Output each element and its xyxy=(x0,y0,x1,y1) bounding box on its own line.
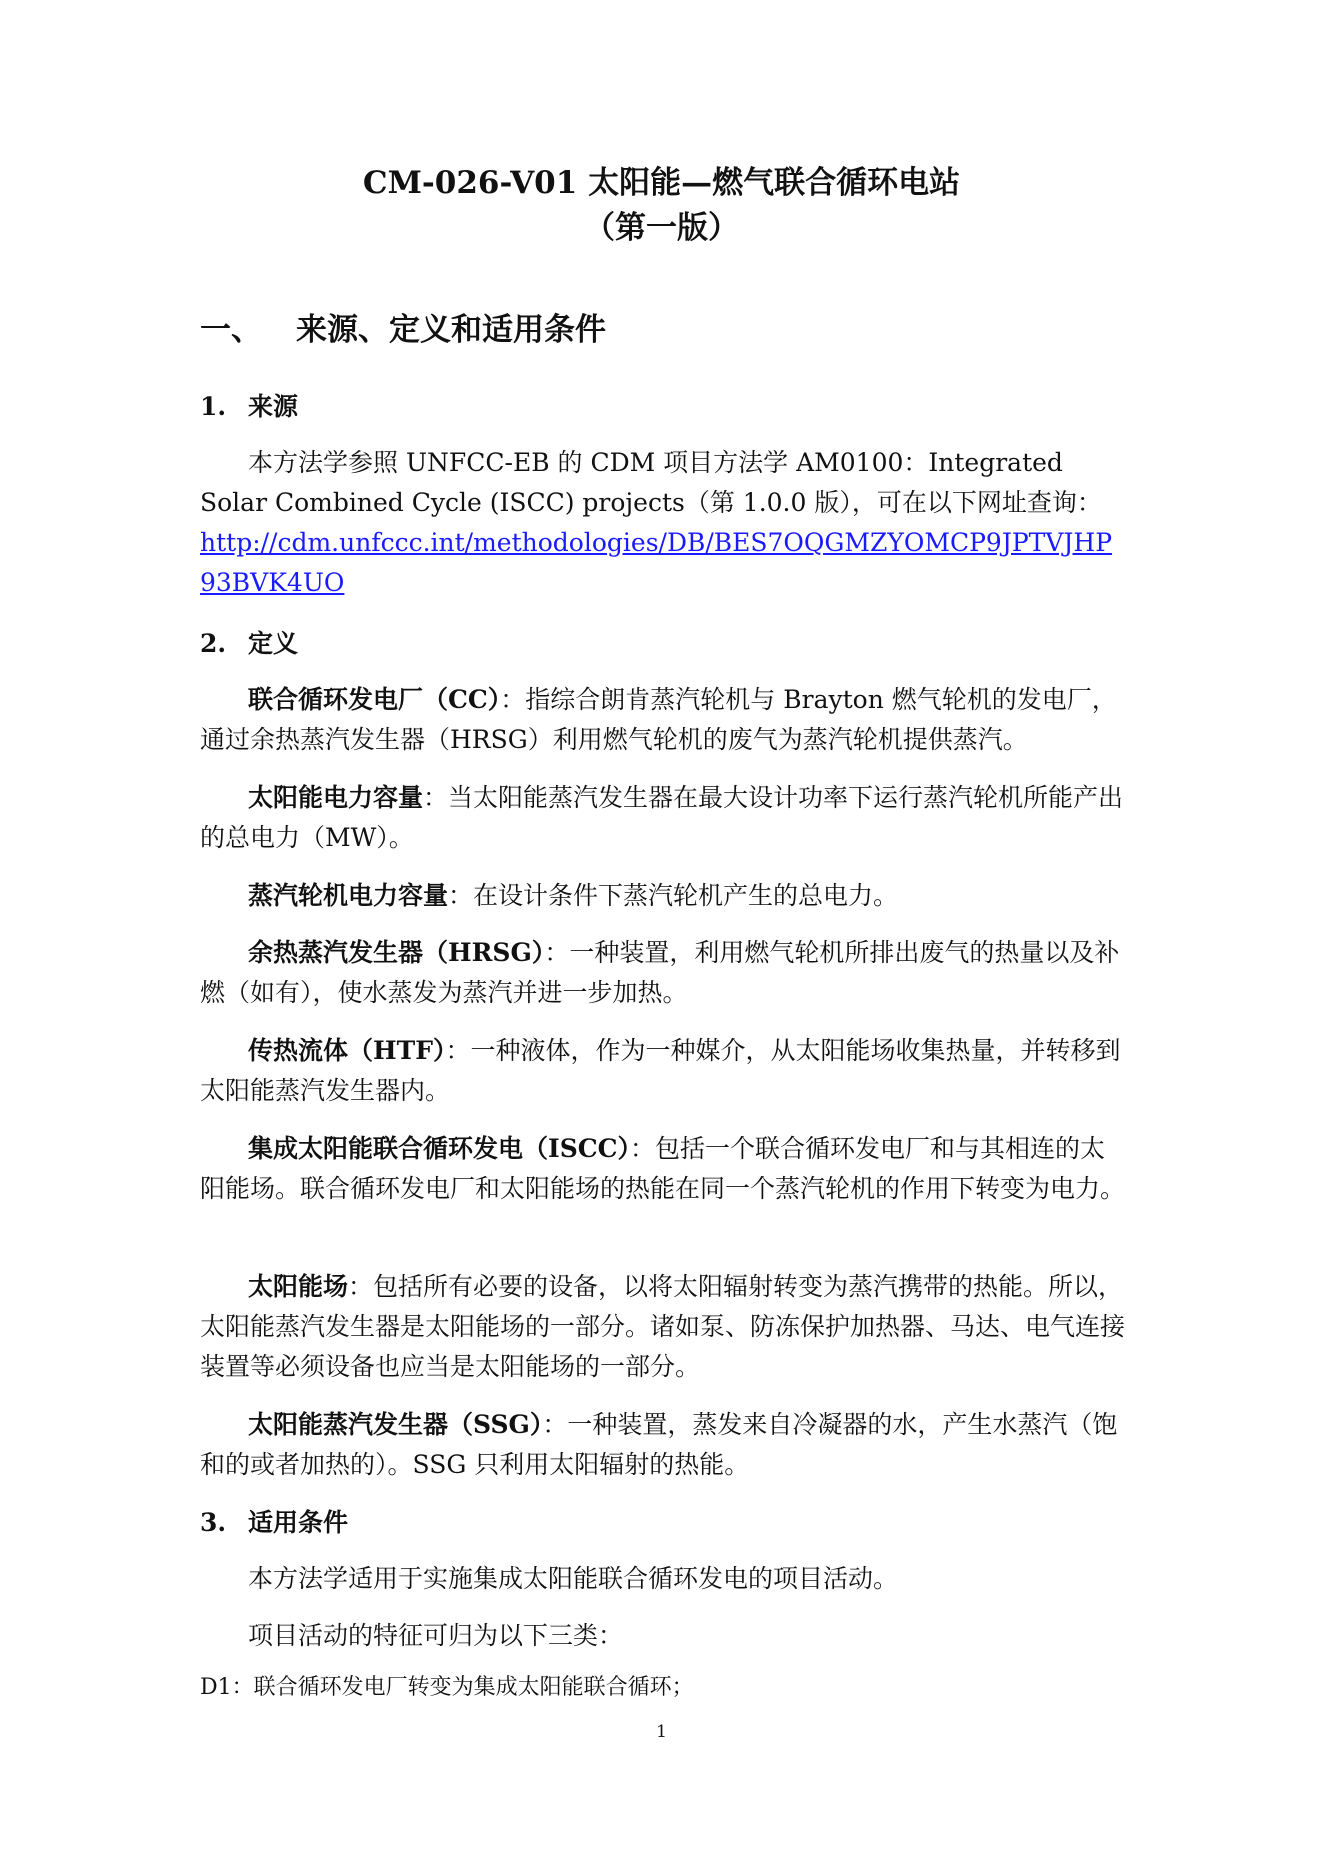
definition-term: 余热蒸汽发生器（HRSG） xyxy=(248,938,545,967)
subsection-heading-applicability xyxy=(200,1506,348,1540)
definition-term: 太阳能电力容量 xyxy=(248,783,424,812)
definition-term: 传热流体（HTF） xyxy=(248,1036,446,1065)
definition-paragraph xyxy=(200,1405,1125,1485)
definition-paragraph xyxy=(200,1129,1125,1209)
definition-term: 联合循环发电厂（CC） xyxy=(248,685,501,714)
definition-text: ：当太阳能蒸汽发生器在最大设计功率下运行蒸汽轮机所能产出的总电力（MW）。 xyxy=(200,783,1124,852)
document-title: CM-026-V01 太阳能—燃气联合循环电站 xyxy=(362,165,961,201)
section-title: 来源、定义和适用条件 xyxy=(296,312,606,348)
applicability-paragraph: 本方法学适用于实施集成太阳能联合循环发电的项目活动。 xyxy=(248,1564,899,1593)
page-number: 1 xyxy=(656,1722,667,1742)
section-number: 一、 xyxy=(200,312,262,348)
subsection-title: 定义 xyxy=(248,629,299,658)
source-paragraph xyxy=(200,443,1125,603)
definition-paragraph xyxy=(200,680,1125,760)
definition-term: 太阳能场 xyxy=(248,1272,349,1301)
subsection-heading-definitions xyxy=(200,627,298,661)
subsection-title: 来源 xyxy=(248,392,299,421)
subsection-heading-source xyxy=(200,390,298,424)
definition-term: 太阳能蒸汽发生器（SSG） xyxy=(248,1410,543,1439)
subsection-number: 2. xyxy=(200,629,227,658)
definition-term: 集成太阳能联合循环发电（ISCC） xyxy=(248,1134,631,1163)
applicability-paragraph: 项目活动的特征可归为以下三类： xyxy=(248,1621,624,1650)
subsection-number: 1. xyxy=(200,392,227,421)
definition-text: ：一种液体，作为一种媒介，从太阳能场收集热量，并转移到太阳能蒸汽发生器内。 xyxy=(200,1036,1121,1105)
methodology-link[interactable]: http://cdm.unfccc.int/methodologies/DB/BES7OQGMZYOMCP9JPTVJHP93BVK4UO xyxy=(200,528,1113,597)
definition-paragraph xyxy=(200,1267,1125,1387)
definition-text: ：一种装置，利用燃气轮机所排出废气的热量以及补燃（如有），使水蒸发为蒸汽并进一步加热。 xyxy=(200,938,1120,1007)
definition-paragraph xyxy=(200,933,1125,1013)
definition-text: ：一种装置，蒸发来自冷凝器的水，产生水蒸汽（饱和的或者加热的）。SSG 只利用太阳辐射的热能。 xyxy=(200,1410,1118,1479)
definition-text: ：包括所有必要的设备，以将太阳辐射转变为蒸汽携带的热能。所以，太阳能蒸汽发生器是太阳能场的一部分。诸如泵、防冻保护加热器、马达、电气连接装置等必须设备也应当是太阳能场的一部分。 xyxy=(200,1272,1126,1381)
definition-text: ：在设计条件下蒸汽轮机产生的总电力。 xyxy=(448,881,899,910)
definition-paragraph xyxy=(200,876,1125,916)
subsection-number: 3. xyxy=(200,1508,227,1537)
definition-text: ：包括一个联合循环发电厂和与其相连的太阳能场。联合循环发电厂和太阳能场的热能在同一个蒸汽轮机的作用下转变为电力。 xyxy=(200,1134,1126,1203)
document-version: （第一版） xyxy=(584,210,739,246)
project-category-item: D1：联合循环发电厂转变为集成太阳能联合循环； xyxy=(200,1675,694,1700)
definition-paragraph xyxy=(200,778,1125,858)
definition-text: ：指综合朗肯蒸汽轮机与 Brayton 燃气轮机的发电厂，通过余热蒸汽发生器（HRSG）利用燃气轮机的废气为蒸汽轮机提供蒸汽。 xyxy=(200,685,1117,754)
definition-term: 蒸汽轮机电力容量 xyxy=(248,881,449,910)
subsection-title: 适用条件 xyxy=(248,1508,349,1537)
section-heading-1 xyxy=(200,310,606,350)
definition-paragraph xyxy=(200,1031,1125,1111)
source-text: 本方法学参照 UNFCC-EB 的 CDM 项目方法学 AM0100：Integrated Solar Combined Cycle (ISCC) projects（第 1.0.0 版），可在以下网址查询： xyxy=(200,448,1102,517)
